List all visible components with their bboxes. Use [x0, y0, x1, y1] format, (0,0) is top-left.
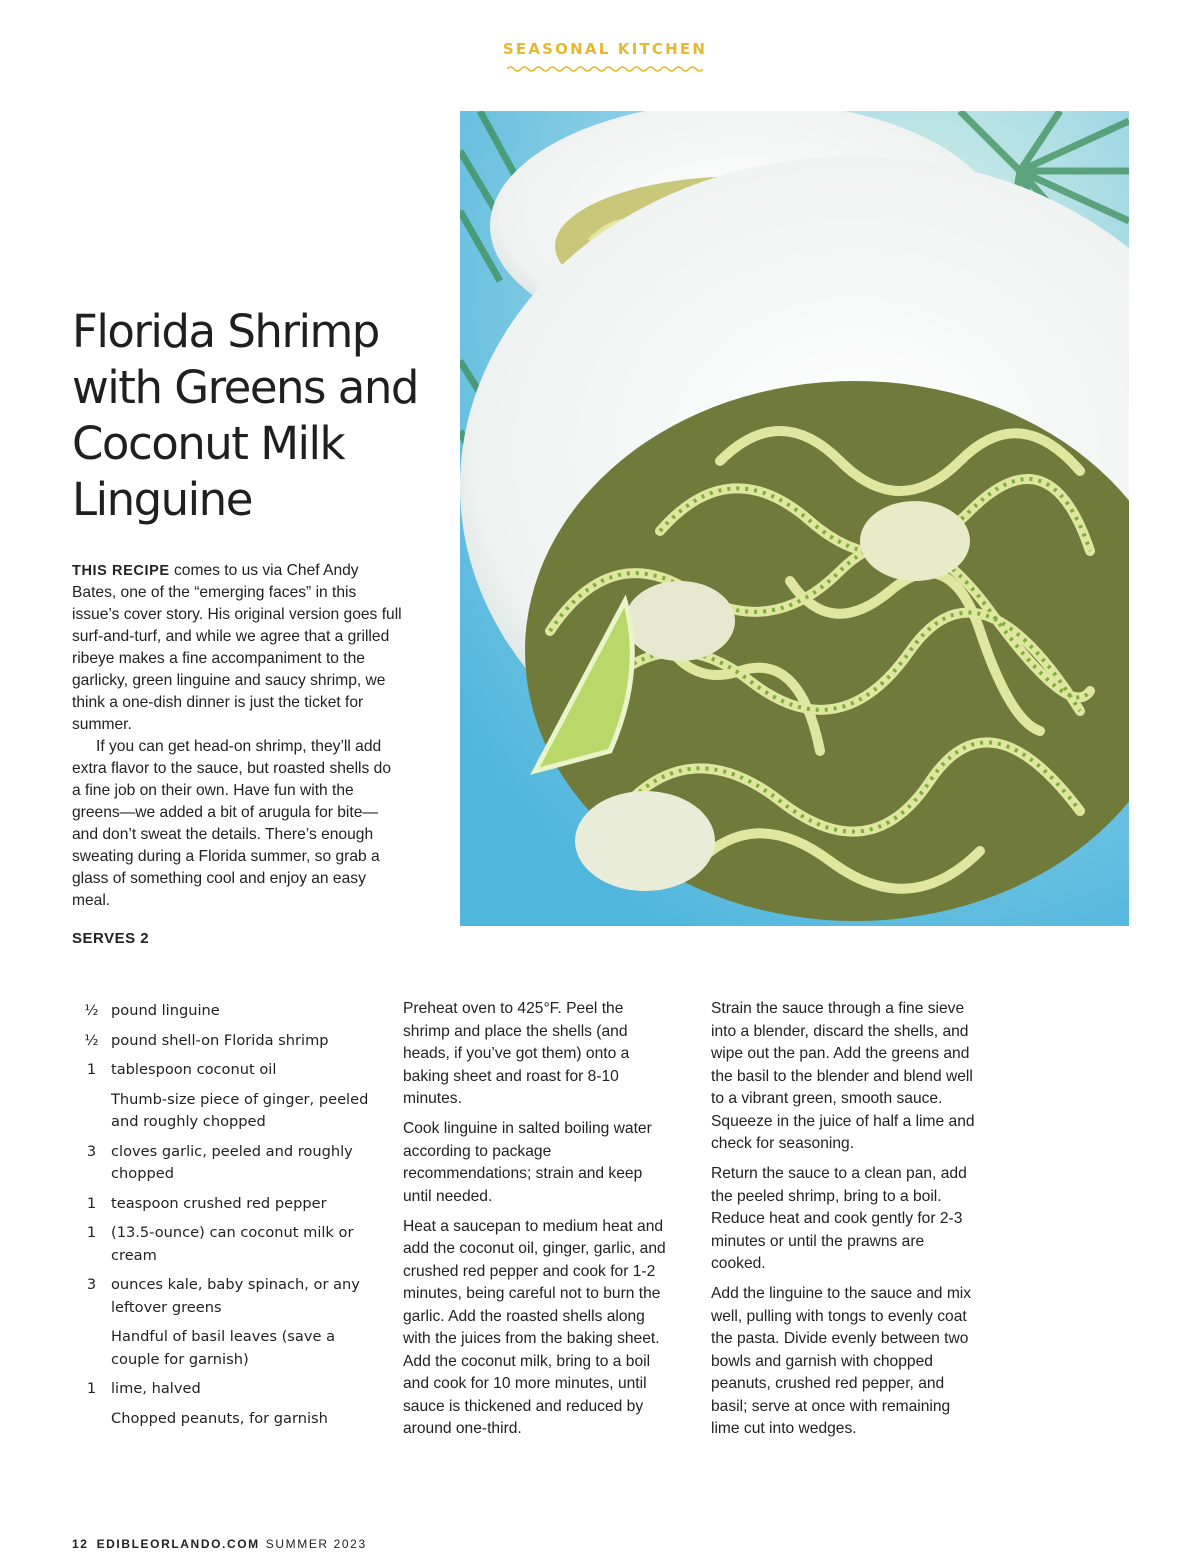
- page-number: 12: [72, 1537, 89, 1551]
- serves-label: SERVES 2: [72, 930, 150, 947]
- ingredient-name: Chopped peanuts, for garnish: [111, 1409, 328, 1427]
- issue-label: SUMMER 2023: [265, 1537, 367, 1551]
- ingredient-name: (13.5-ounce) can coconut milk or cream: [111, 1224, 354, 1264]
- method-step: Cook linguine in salted boiling water according to package recommendations; strain and keep until needed.: [403, 1120, 652, 1205]
- ingredient-name: ounces kale, baby spinach, or any leftover greens: [111, 1276, 360, 1316]
- ingredient-name: cloves garlic, peeled and roughly chopped: [111, 1142, 353, 1182]
- ingredient-name: Handful of basil leaves (save a couple for garnish): [111, 1328, 336, 1368]
- ingredient-list: [72, 1000, 372, 1437]
- ingredient-qty: ½: [84, 1031, 99, 1049]
- ingredient-name: pound shell-on Florida shrimp: [111, 1031, 329, 1049]
- recipe-title: Florida Shrimp with Greens and Coconut Milk Linguine: [72, 305, 418, 526]
- ingredient-row: [72, 1222, 372, 1267]
- ingredient-row: [72, 1000, 372, 1023]
- ingredient-name: Thumb-size piece of ginger, peeled and roughly chopped: [111, 1090, 369, 1130]
- method-step: Return the sauce to a clean pan, add the peeled shrimp, bring to a boil. Reduce heat and cook gently for 2-3 minutes or until the prawns are cooked.: [711, 1165, 967, 1272]
- method-step: Add the linguine to the sauce and mix well, pulling with tongs to evenly coat the pasta. Divide evenly between two bowls and garnish with chopped peanuts, crushed red pepper, and basil; serve at once with remaining lime cut into wedges.: [711, 1285, 972, 1437]
- ingredient-qty: 1: [86, 1061, 97, 1078]
- intro-paragraph-2: If you can get head-on shrimp, they’ll add extra flavor to the sauce, but roasted shells do a fine job on their own. Have fun with the greens—we added a bit of arugula for bite—and don’t sweat the details. There’s enough sweating during a Florida summer, so grab a glass of something cool and enjoy an easy meal.: [72, 738, 391, 909]
- ingredient-row: [72, 1274, 372, 1319]
- intro-paragraph-1: comes to us via Chef Andy Bates, one of the “emerging faces” in this issue’s cover story. His original version goes full surf-and-turf, and while we agree that a grilled ribeye makes a fine accompaniment to the garlicky, green linguine and saucy shrimp, we think a one-dish dinner is just the ticket for summer.: [72, 562, 402, 733]
- site-name: EDIBLEORLANDO.COM: [96, 1537, 260, 1551]
- ingredient-row: [72, 1030, 372, 1053]
- ingredient-row: [72, 1326, 372, 1371]
- ingredient-name: pound linguine: [111, 1002, 220, 1019]
- method-step: Strain the sauce through a fine sieve into a blender, discard the shells, and wipe out the pan. Add the greens and the basil to the blender and blend well to a vibrant green, smooth sauce. Squeeze in the juice of half a lime and check for seasoning.: [711, 1000, 975, 1152]
- ingredient-row: [72, 1193, 372, 1216]
- ingredient-qty: 1: [86, 1224, 97, 1241]
- method-step: Preheat oven to 425°F. Peel the shrimp and place the shells (and heads, if you’ve got them) onto a baking sheet and roast for 8-10 minutes.: [403, 1000, 630, 1107]
- intro-lead: THIS RECIPE: [72, 563, 170, 579]
- page-footer: [72, 1537, 367, 1551]
- method-step: Heat a saucepan to medium heat and add the coconut oil, ginger, garlic, and crushed red pepper and cook for 1-2 minutes, being careful not to burn the garlic. Add the roasted shells along with the juices from the baking sheet. Add the coconut milk, bring to a boil and cook for 10 more minutes, until sauce is thickened and reduced by around one-third.: [403, 1217, 666, 1437]
- method-column-2: [711, 998, 981, 1448]
- ingredient-qty: [72, 1408, 111, 1431]
- ingredient-qty: [72, 1326, 111, 1371]
- ingredient-row: [72, 1059, 372, 1082]
- ingredient-row: [72, 1408, 372, 1431]
- section-label: SEASONAL KITCHEN: [502, 40, 708, 58]
- ingredient-qty: 1: [86, 1380, 97, 1397]
- squiggle-divider: [507, 64, 703, 74]
- ingredient-qty: 3: [86, 1276, 97, 1293]
- ingredient-qty: 1: [86, 1194, 97, 1212]
- intro-text: [72, 560, 402, 912]
- ingredient-row: [72, 1378, 372, 1401]
- ingredient-row: [72, 1089, 372, 1134]
- ingredient-name: teaspoon crushed red pepper: [111, 1194, 327, 1212]
- ingredient-qty: 3: [86, 1142, 97, 1160]
- method-column-1: [403, 998, 673, 1448]
- pasta-photo: [460, 111, 1129, 926]
- ingredient-qty: ½: [84, 1002, 99, 1019]
- ingredient-qty: [72, 1089, 111, 1134]
- ingredient-name: tablespoon coconut oil: [111, 1061, 277, 1078]
- ingredient-name: lime, halved: [111, 1380, 201, 1397]
- ingredient-row: [72, 1141, 372, 1186]
